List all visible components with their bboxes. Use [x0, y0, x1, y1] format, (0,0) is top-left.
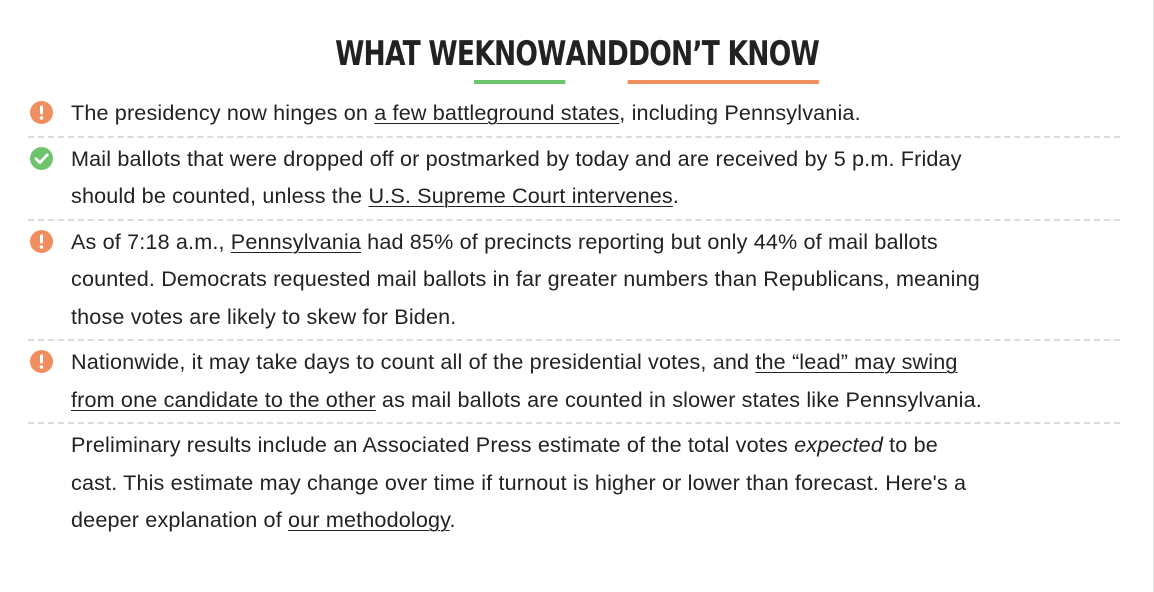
- exclamation-icon: [30, 101, 53, 124]
- item-text-line: The presidency now hinges on a few battleground states, including Pennsylvania.: [71, 100, 861, 125]
- supreme-court-link[interactable]: U.S. Supreme Court intervenes: [368, 183, 673, 208]
- list-item: [28, 92, 1120, 138]
- note-text-line: cast. This estimate may change over time if turnout is higher or lower than forecast. Here's a: [71, 469, 967, 495]
- lead-may-swing-link[interactable]: the “lead” may swing: [755, 349, 958, 374]
- item-text-line: Mail ballots that were dropped off or postmarked by today and are received by 5 p.m. Friday: [71, 145, 962, 171]
- item-text-line: counted. Democrats requested mail ballots in far greater numbers than Republicans, meaning: [71, 266, 980, 291]
- list-item: [28, 138, 1120, 221]
- methodology-link[interactable]: our methodology: [288, 507, 450, 532]
- panel-heading: [127, 34, 1027, 74]
- note-text-line: Preliminary results include an Associated Press estimate of the total votes expected to be: [71, 432, 938, 457]
- heading-know: KNOW: [474, 34, 566, 74]
- heading-and: AND: [565, 34, 629, 74]
- exclamation-icon: [30, 350, 53, 373]
- item-text-line: from one candidate to the other as mail ballots are counted in slower states like Pennsylvania.: [71, 386, 982, 412]
- list-item: [28, 221, 1120, 342]
- exclamation-icon: [30, 230, 53, 253]
- note-text-line: deeper explanation of our methodology.: [71, 507, 456, 532]
- item-text-line: should be counted, unless the U.S. Supreme Court intervenes.: [71, 183, 679, 208]
- pennsylvania-link[interactable]: Pennsylvania: [230, 228, 362, 254]
- heading-prefix: WHAT WE: [335, 34, 475, 74]
- battleground-states-link[interactable]: a few battleground states: [374, 100, 620, 125]
- checkmark-icon: [30, 147, 53, 170]
- list-item: [28, 341, 1120, 424]
- item-text-line: As of 7:18 a.m., Pennsylvania had 85% of precincts reporting but only 44% of mail ballots: [71, 228, 938, 254]
- item-text-line: those votes are likely to skew for Biden.: [71, 303, 457, 329]
- lead-may-swing-link-cont[interactable]: from one candidate to the other: [71, 386, 376, 412]
- status-list: [28, 92, 1120, 543]
- methodology-note: [28, 424, 1120, 543]
- item-text-line: Nationwide, it may take days to count all of the presidential votes, and the “lead” may swing: [71, 349, 958, 374]
- heading-dont-know: DON’T KNOW: [628, 34, 819, 74]
